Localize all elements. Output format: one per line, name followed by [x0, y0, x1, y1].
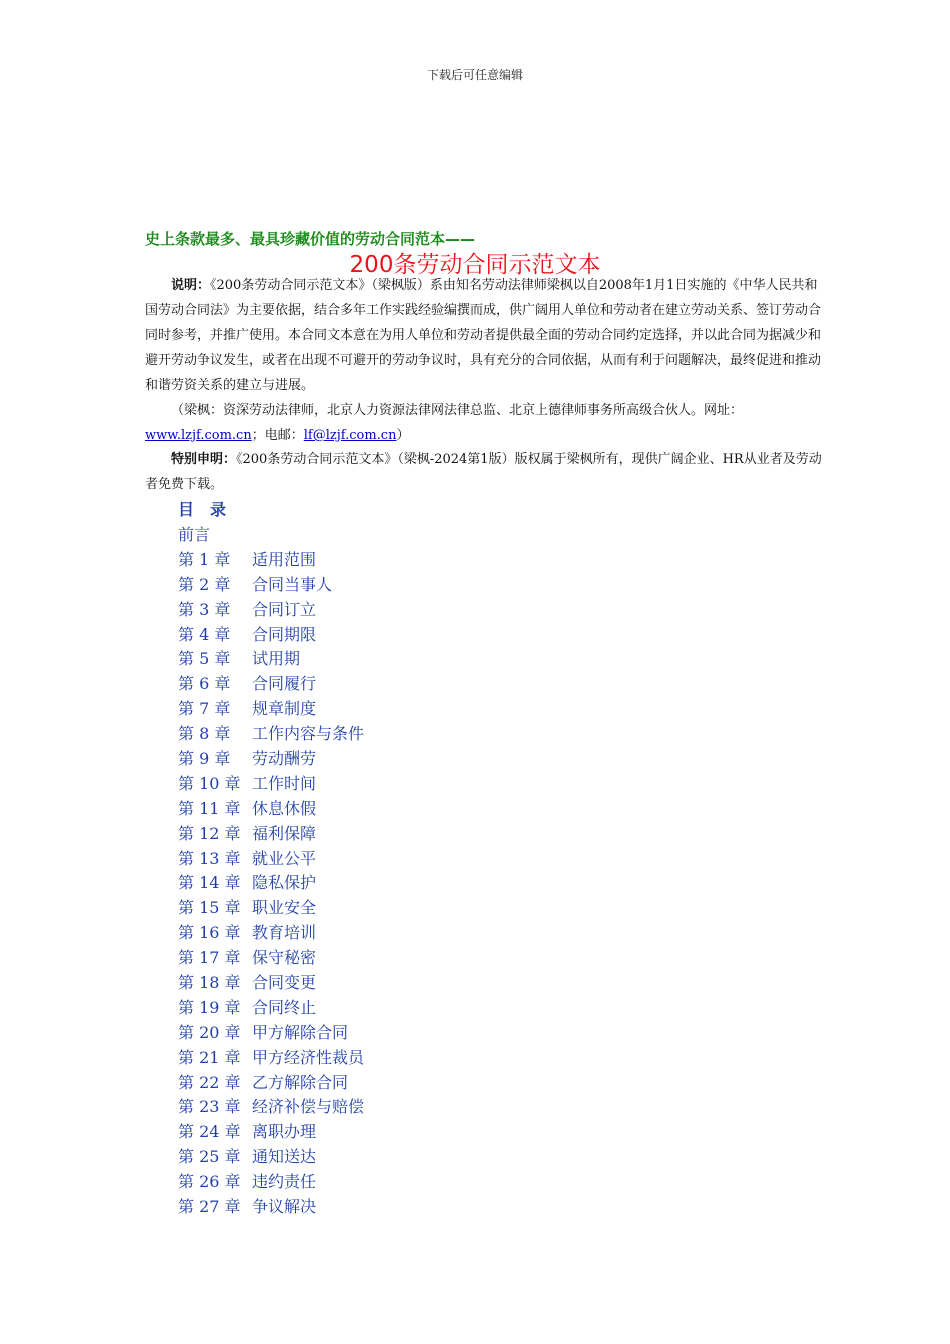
toc-chapter-number: 第 12 章 — [178, 823, 241, 843]
toc-chapter-title: 甲方解除合同 — [252, 1022, 349, 1042]
header-note: 下载后可任意编辑 — [426, 68, 523, 82]
toc-chapter-title: 劳动酬劳 — [252, 749, 317, 769]
toc-chapter-title: 通知送达 — [252, 1147, 317, 1167]
toc-chapter-number: 第 21 章 — [178, 1047, 241, 1067]
toc-chapter-title: 经济补偿与赔偿 — [252, 1097, 365, 1117]
toc-chapter-number: 第 27 章 — [178, 1197, 241, 1217]
toc-item-chapter[interactable] — [178, 846, 364, 871]
table-of-contents — [178, 497, 364, 1219]
toc-chapter-number: 第 9 章 — [178, 749, 231, 769]
toc-chapter-title: 合同期限 — [252, 624, 317, 644]
toc-item-chapter[interactable] — [178, 1045, 364, 1070]
notice-text: 《200条劳动合同示范文本》（梁枫-2024第1版）版权属于梁枫所有，现供广阔企业、HR从业者及劳动者免费下载。 — [145, 452, 822, 492]
toc-chapter-title: 合同终止 — [252, 997, 317, 1017]
toc-item-chapter[interactable] — [178, 671, 364, 696]
toc-chapter-title: 工作时间 — [252, 773, 317, 793]
toc-item-chapter[interactable] — [178, 646, 364, 671]
toc-item-chapter[interactable] — [178, 572, 364, 597]
website-link[interactable]: www.lzjf.com.cn — [145, 428, 252, 443]
toc-chapter-title: 合同订立 — [252, 599, 317, 619]
toc-chapter-number: 第 14 章 — [178, 873, 241, 893]
toc-chapter-number: 第 11 章 — [178, 798, 241, 818]
toc-item-chapter[interactable] — [178, 870, 364, 895]
toc-item-chapter[interactable] — [178, 1070, 364, 1095]
notice-label: 特别申明： — [171, 452, 237, 467]
toc-chapter-number: 第 4 章 — [178, 624, 231, 644]
toc-chapter-title: 规章制度 — [252, 699, 317, 719]
toc-chapter-number: 第 16 章 — [178, 923, 241, 943]
toc-chapter-title: 乙方解除合同 — [252, 1072, 349, 1092]
intro-text: 《200条劳动合同示范文本》（梁枫版）系由知名劳动法律师梁枫以自2008年1月1日实施的《中华人民共和国劳动合同法》为主要依据，结合多年工作实践经验编撰而成，供广阔用人单位和劳动者在建立劳动关系、签订劳动合同时参考，并推广使用。本合同文本意在为用人单位和劳动者提供最全面的劳动合同约定选择，并以此合同为据减少和避开劳动争议发生，或者在出现不可避开的劳动争议时，具有充分的合同依据，从而有利于问题解决，最终促进和推动和谐劳资关系的建立与进展。 — [145, 278, 822, 393]
toc-chapter-list — [178, 547, 364, 1219]
toc-chapter-title: 合同履行 — [252, 674, 317, 694]
toc-item-chapter[interactable] — [178, 821, 364, 846]
toc-item-chapter[interactable] — [178, 696, 364, 721]
toc-chapter-number: 第 6 章 — [178, 674, 231, 694]
toc-chapter-title: 休息休假 — [252, 798, 317, 818]
document-title: 200条劳动合同示范文本 — [349, 252, 601, 278]
toc-heading: 目 录 — [178, 500, 227, 519]
toc-item-chapter[interactable] — [178, 920, 364, 945]
toc-chapter-number: 第 7 章 — [178, 699, 231, 719]
toc-chapter-title: 争议解决 — [252, 1197, 317, 1217]
toc-chapter-title: 离职办理 — [252, 1122, 317, 1142]
toc-chapter-number: 第 22 章 — [178, 1072, 241, 1092]
toc-chapter-number: 第 3 章 — [178, 599, 231, 619]
toc-chapter-title: 职业安全 — [252, 898, 317, 918]
toc-chapter-number: 第 10 章 — [178, 773, 241, 793]
toc-chapter-title: 隐私保护 — [252, 873, 317, 893]
toc-chapter-title: 保守秘密 — [252, 948, 317, 968]
toc-item-chapter[interactable] — [178, 1020, 364, 1045]
toc-item-chapter[interactable] — [178, 995, 364, 1020]
toc-chapter-number: 第 13 章 — [178, 848, 241, 868]
toc-chapter-number: 第 2 章 — [178, 574, 231, 594]
toc-chapter-title: 违约责任 — [252, 1172, 317, 1192]
toc-chapter-title: 合同当事人 — [252, 574, 333, 594]
toc-chapter-title: 工作内容与条件 — [252, 724, 365, 744]
toc-chapter-number: 第 17 章 — [178, 948, 241, 968]
toc-item-chapter[interactable] — [178, 1094, 364, 1119]
toc-item-chapter[interactable] — [178, 597, 364, 622]
toc-chapter-number: 第 26 章 — [178, 1172, 241, 1192]
toc-chapter-number: 第 18 章 — [178, 973, 241, 993]
toc-item-chapter[interactable] — [178, 771, 364, 796]
intro-paragraph — [145, 273, 825, 398]
toc-item-chapter[interactable] — [178, 721, 364, 746]
toc-chapter-title: 福利保障 — [252, 823, 317, 843]
toc-chapter-title: 试用期 — [252, 649, 301, 669]
toc-chapter-title: 适用范围 — [252, 549, 317, 569]
toc-item-chapter[interactable] — [178, 1144, 364, 1169]
toc-item-chapter[interactable] — [178, 1119, 364, 1144]
toc-chapter-number: 第 15 章 — [178, 898, 241, 918]
toc-item-preface[interactable]: 前言 — [178, 525, 211, 544]
toc-item-chapter[interactable] — [178, 895, 364, 920]
toc-item-chapter[interactable] — [178, 970, 364, 995]
toc-item-chapter[interactable] — [178, 1194, 364, 1219]
toc-item-chapter[interactable] — [178, 1169, 364, 1194]
toc-item-chapter[interactable] — [178, 746, 364, 771]
toc-chapter-title: 合同变更 — [252, 973, 317, 993]
toc-chapter-title: 教育培训 — [252, 923, 317, 943]
toc-chapter-title: 就业公平 — [252, 848, 317, 868]
toc-chapter-number: 第 1 章 — [178, 549, 231, 569]
toc-chapter-number: 第 19 章 — [178, 997, 241, 1017]
toc-item-chapter[interactable] — [178, 796, 364, 821]
toc-chapter-number: 第 5 章 — [178, 649, 231, 669]
document-subtitle: 史上条款最多、最具珍藏价值的劳动合同范本—— — [145, 230, 476, 248]
toc-chapter-title: 甲方经济性裁员 — [252, 1047, 365, 1067]
bio-text-mid: ；电邮： — [251, 428, 304, 443]
author-bio-paragraph — [145, 398, 825, 448]
bio-text-before: （梁枫：资深劳动法律师，北京人力资源法律网法律总监、北京上德律师事务所高级合伙人。网址： — [171, 403, 744, 418]
bio-text-after: ） — [396, 428, 410, 443]
toc-chapter-number: 第 8 章 — [178, 724, 231, 744]
toc-chapter-number: 第 24 章 — [178, 1122, 241, 1142]
toc-item-chapter[interactable] — [178, 622, 364, 647]
toc-chapter-number: 第 23 章 — [178, 1097, 241, 1117]
intro-label: 说明： — [171, 278, 211, 293]
copyright-notice-paragraph — [145, 447, 825, 497]
toc-chapter-number: 第 25 章 — [178, 1147, 241, 1167]
toc-item-chapter[interactable] — [178, 945, 364, 970]
toc-item-chapter[interactable] — [178, 547, 364, 572]
email-link[interactable]: lf@lzjf.com.cn — [303, 428, 397, 443]
toc-chapter-number: 第 20 章 — [178, 1022, 241, 1042]
